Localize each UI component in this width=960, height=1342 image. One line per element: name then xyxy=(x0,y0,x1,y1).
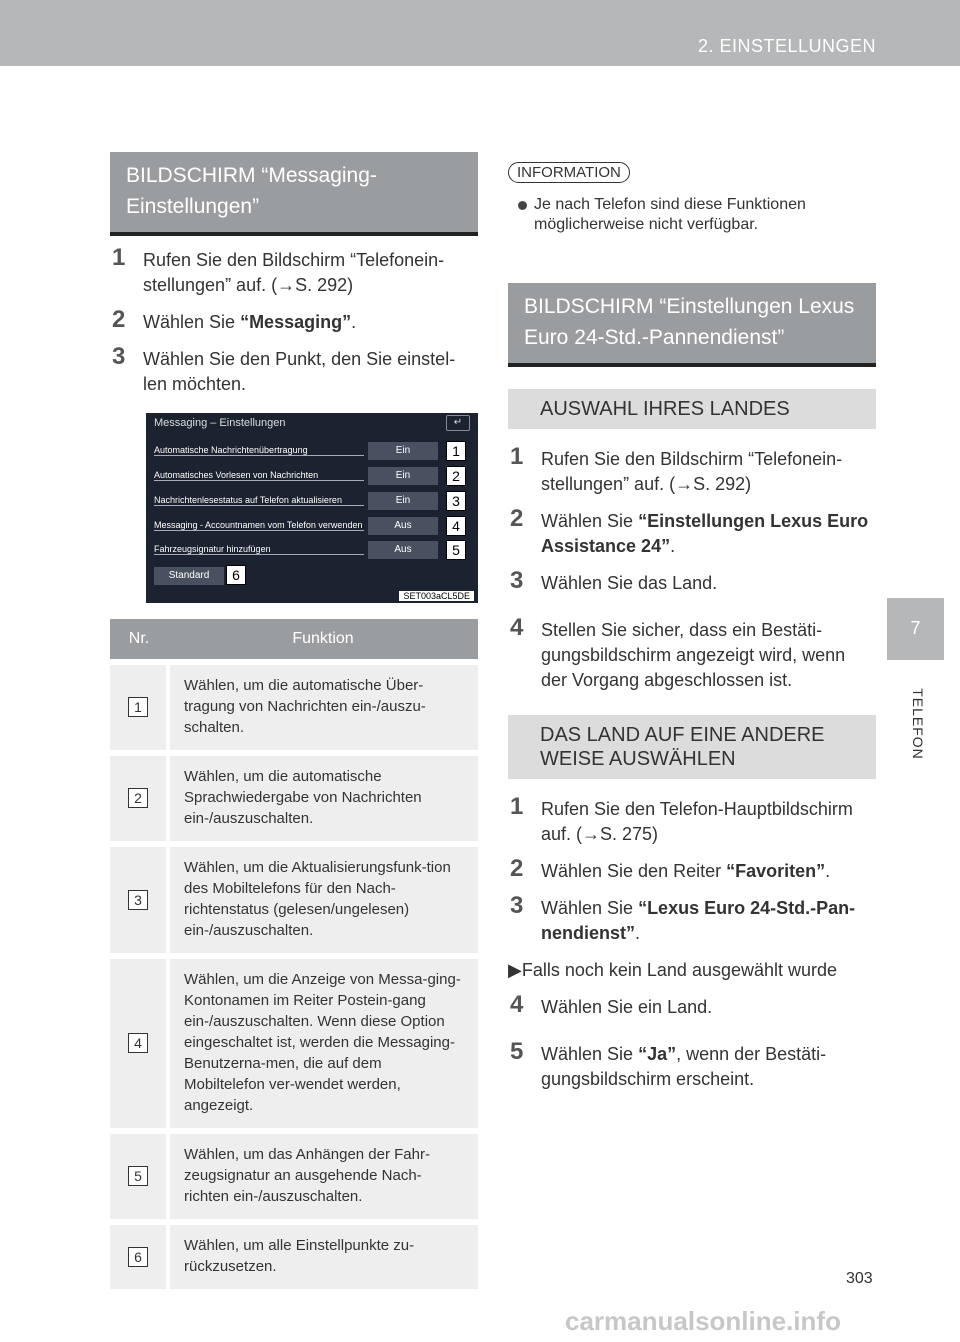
table-cell-text: Wählen, um die automatische Über-tragung von Nachrichten ein-/auszu-schalten. xyxy=(168,662,478,753)
step-text: Wählen Sie ein Land. xyxy=(541,997,713,1017)
function-table xyxy=(110,619,478,1289)
step-text: Wählen Sie den Punkt, den Sie einstel-len möchten. xyxy=(143,349,456,394)
step-1 xyxy=(508,443,876,497)
watermark: carmanualsonline.info xyxy=(565,1306,841,1336)
condition-line: ▶Falls noch kein Land ausgewählt wurde xyxy=(508,960,838,980)
table-header-nr: Nr. xyxy=(110,619,168,662)
step-number: 4 xyxy=(510,991,524,1018)
page-number: 303 xyxy=(846,1270,873,1287)
step-number: 3 xyxy=(510,567,524,594)
chapter-tab-number: 7 xyxy=(910,618,921,638)
step-text-end: . xyxy=(825,861,831,881)
screen-standard-button: Standard xyxy=(154,567,224,585)
step-text: Rufen Sie den Bildschirm “Telefonein-stellungen” auf. (→S. 292) xyxy=(541,449,843,494)
step-number: 5 xyxy=(510,1038,524,1065)
callout-number: 4 xyxy=(446,516,466,536)
screen-row xyxy=(146,516,478,538)
messaging-settings-screenshot xyxy=(146,413,478,603)
chapter-side-label-text: TELEFON xyxy=(910,688,926,760)
step-5 xyxy=(508,1038,876,1092)
step-number: 2 xyxy=(510,505,524,532)
table-cell-text: Wählen, um die automatische Sprachwiedergabe von Nachrichten ein-/auszuschalten. xyxy=(168,753,478,844)
callout-number: 3 xyxy=(446,491,466,511)
chapter-title: 2. EINSTELLUNGEN xyxy=(697,36,876,56)
screen-row-value: Ein xyxy=(368,442,438,460)
step-bold: “Einstellungen Lexus Euro Assistance 24” xyxy=(541,511,869,556)
screen-row-label: Automatische Nachrichtenübertragung xyxy=(154,445,364,456)
step-text-end: . xyxy=(635,923,641,943)
step-number: 4 xyxy=(510,614,524,641)
screen-row-label: Messaging - Accountnamen vom Telefon verwenden xyxy=(154,520,363,530)
callout-number: 2 xyxy=(446,466,466,486)
step-text: Wählen Sie xyxy=(541,511,639,531)
table-cell-nr xyxy=(110,1222,168,1289)
information-badge: INFORMATION xyxy=(508,162,630,183)
screen-row-value: Ein xyxy=(368,492,438,510)
step-number: 1 xyxy=(510,443,524,470)
step-bold: “Ja” xyxy=(638,1044,677,1064)
table-cell-text: Wählen, um die Aktualisierungsfunk-tion des Mobiltelefons für den Nach-richtenstatus (gelesen/ungelesen) ein-/auszuschalten. xyxy=(168,844,478,956)
step-text-end: . xyxy=(670,536,676,556)
nr-box: 5 xyxy=(128,1166,148,1186)
table-cell-text: Wählen, um die Anzeige von Messa-ging-Kontonamen im Reiter Postein-gang ein-/auszuschalten. Wenn diese Option eingeschaltet ist, werden die Messaging-Benutzerna-men, die auf dem Mobiltelefon ver-wendet werden, angezeigt. xyxy=(168,956,478,1131)
step-text: Wählen Sie xyxy=(541,1044,639,1064)
step-bold: “Messaging” xyxy=(240,312,352,332)
screen-row-value: Aus xyxy=(368,517,438,535)
table-header-funktion: Funktion xyxy=(168,619,478,662)
step-number: 3 xyxy=(510,892,524,919)
table-cell-nr xyxy=(110,1131,168,1222)
subsection-title-andere-weise: DAS LAND AUF EINE ANDERE WEISE AUSWÄHLEN xyxy=(508,715,876,779)
step-3 xyxy=(508,892,876,946)
step-2 xyxy=(508,855,876,884)
image-code: SET003aCL5DE xyxy=(399,591,474,601)
chapter-tab xyxy=(887,598,944,660)
step-text-end: , wenn der Bestäti-gungsbildschirm erscheint. xyxy=(541,1044,827,1089)
screen-row xyxy=(146,466,478,488)
nr-box: 1 xyxy=(128,697,148,717)
table-cell-nr xyxy=(110,753,168,844)
step-text: Stellen Sie sicher, dass ein Bestäti-gungsbildschirm angezeigt wird, wenn der Vorgang abgeschlossen ist. xyxy=(541,620,846,690)
nr-box: 6 xyxy=(128,1247,148,1267)
screen-row-value: Aus xyxy=(368,541,438,559)
header-bar xyxy=(0,0,960,66)
screen-row xyxy=(146,491,478,513)
nr-box: 4 xyxy=(128,1033,148,1053)
screen-row-label: Fahrzeugsignatur hinzufügen xyxy=(154,544,364,555)
step-2 xyxy=(110,306,478,335)
step-3 xyxy=(508,567,876,596)
information-text-content: Je nach Telefon sind diese Funktionen möglicherweise nicht verfügbar. xyxy=(534,196,806,233)
subsection-title-land: AUSWAHL IHRES LANDES xyxy=(508,389,876,429)
bullet-icon xyxy=(518,201,527,210)
callout-number: 5 xyxy=(446,540,466,560)
information-text xyxy=(508,195,876,235)
callout-number: 1 xyxy=(446,441,466,461)
step-4 xyxy=(508,991,876,1020)
step-3 xyxy=(110,343,478,397)
step-number: 1 xyxy=(510,793,524,820)
left-column xyxy=(110,152,478,1289)
screen-row-label: Nachrichtenlesestatus auf Telefon aktualisieren xyxy=(154,495,364,506)
step-text: Rufen Sie den Telefon-Hauptbildschirm auf. (→S. 275) xyxy=(541,799,853,844)
section-title-pannendienst: BILDSCHIRM “Einstellungen Lexus Euro 24-Std.-Pannendienst” xyxy=(508,283,876,367)
step-1 xyxy=(110,244,478,298)
step-text: Wählen Sie den Reiter xyxy=(541,861,727,881)
step-number: 3 xyxy=(112,343,126,370)
table-row xyxy=(110,1131,478,1222)
right-column xyxy=(508,152,876,1092)
step-number: 1 xyxy=(112,244,126,271)
step-text: Wählen Sie das Land. xyxy=(541,573,718,593)
section-title-messaging: BILDSCHIRM “Messaging-Einstellungen” xyxy=(110,152,478,236)
nr-box: 2 xyxy=(128,788,148,808)
step-1 xyxy=(508,793,876,847)
table-row xyxy=(110,956,478,1131)
back-icon: ↵ xyxy=(446,415,470,431)
step-text-end: . xyxy=(351,312,357,332)
table-row xyxy=(110,844,478,956)
step-4 xyxy=(508,614,876,693)
screen-row-label: Automatisches Vorlesen von Nachrichten xyxy=(154,470,364,481)
chapter-side-label xyxy=(898,672,928,792)
screen-title: Messaging – Einstellungen xyxy=(154,417,286,429)
table-row xyxy=(110,1222,478,1289)
step-text: Wählen Sie xyxy=(541,898,639,918)
table-row xyxy=(110,662,478,753)
step-number: 2 xyxy=(510,855,524,882)
table-cell-nr xyxy=(110,844,168,956)
table-cell-text: Wählen, um alle Einstellpunkte zu-rückzusetzen. xyxy=(168,1222,478,1289)
table-row xyxy=(110,753,478,844)
callout-number: 6 xyxy=(226,565,246,585)
step-bold: “Favoriten” xyxy=(726,861,826,881)
step-text: Wählen Sie xyxy=(143,312,241,332)
step-2 xyxy=(508,505,876,559)
nr-box: 3 xyxy=(128,890,148,910)
screen-row xyxy=(146,540,478,562)
table-cell-nr xyxy=(110,662,168,753)
table-cell-nr xyxy=(110,956,168,1131)
step-number: 2 xyxy=(112,306,126,333)
screen-row-value: Ein xyxy=(368,467,438,485)
step-bold: “Lexus Euro 24-Std.-Pan-nendienst” xyxy=(541,898,856,943)
screen-row xyxy=(146,441,478,463)
table-header-row xyxy=(110,619,478,662)
step-text: Rufen Sie den Bildschirm “Telefonein-stellungen” auf. (→S. 292) xyxy=(143,250,445,295)
table-cell-text: Wählen, um das Anhängen der Fahr-zeugsignatur an ausgehende Nach-richten ein-/auszuschalten. xyxy=(168,1131,478,1222)
